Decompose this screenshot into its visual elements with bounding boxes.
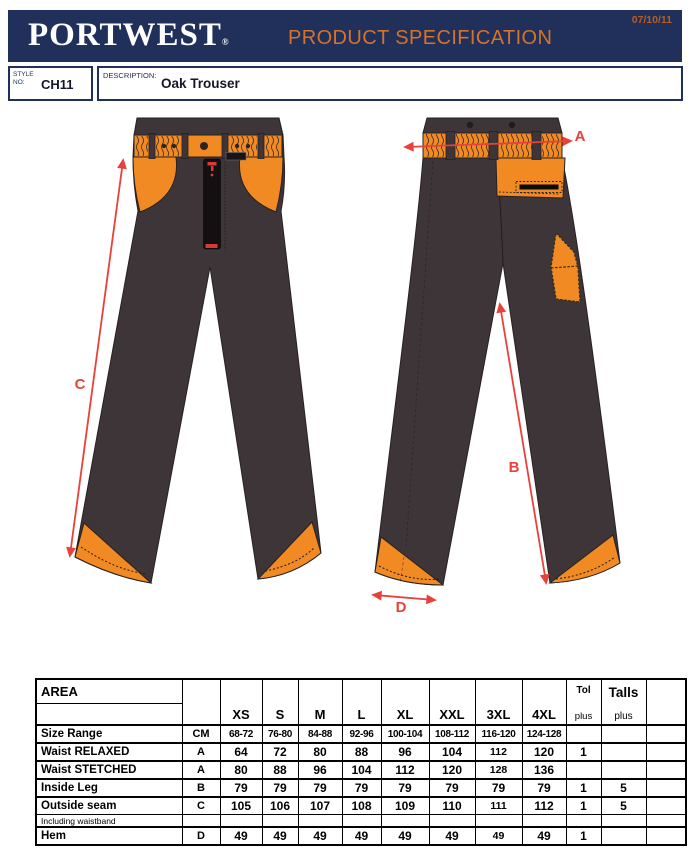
spec-date: 07/10/11 [631, 14, 672, 26]
rivet [172, 144, 176, 148]
size-header: M [298, 679, 342, 725]
size-value: 111 [475, 797, 522, 815]
size-value: 108 [342, 797, 381, 815]
table-row [36, 797, 686, 815]
portwest-logo [28, 17, 230, 54]
size-value: 80 [298, 743, 342, 761]
tol-value: 1 [566, 743, 601, 761]
back-waistband-elastic [542, 134, 561, 157]
size-value: 116-120 [475, 725, 522, 743]
extra-cell [646, 797, 686, 815]
trouser-diagrams [0, 105, 690, 675]
measure-label-a: A [574, 128, 586, 145]
row-label: Size Range [36, 725, 182, 743]
back-pocket-zip [520, 185, 559, 190]
trouser-front-view [75, 118, 321, 583]
unit-header-cell [182, 679, 220, 725]
row-code: CM [182, 725, 220, 743]
size-value: 100-104 [381, 725, 429, 743]
size-value: 49 [522, 827, 566, 845]
row-label: Hem [36, 827, 182, 845]
size-value: 64 [220, 743, 262, 761]
trouser-back-view [375, 118, 620, 585]
size-value: 105 [220, 797, 262, 815]
table-row [36, 743, 686, 761]
size-spec-table [35, 678, 687, 846]
size-value: 96 [381, 743, 429, 761]
front-waistband-elastic [156, 136, 181, 156]
size-header: S [262, 679, 298, 725]
size-value: 136 [522, 761, 566, 779]
size-value: 109 [381, 797, 429, 815]
tol-value [566, 761, 601, 779]
logo-text: PORTWEST [28, 17, 222, 53]
extra-cell [646, 725, 686, 743]
talls-value [601, 761, 646, 779]
size-value: 84-88 [298, 725, 342, 743]
front-waistband-elastic [265, 136, 281, 156]
size-value: 79 [522, 779, 566, 797]
front-waistband-elastic [135, 136, 148, 156]
measure-label-c: C [74, 376, 86, 393]
style-number-label [13, 71, 34, 87]
table-row [36, 779, 686, 797]
page-title: PRODUCT SPECIFICATION [288, 27, 553, 49]
header-banner [8, 10, 682, 62]
table-row [36, 761, 686, 779]
description-box [97, 66, 683, 101]
talls-value [601, 725, 646, 743]
size-value: 108-112 [429, 725, 475, 743]
talls-header: Talls [608, 685, 639, 700]
tol-value: 1 [566, 779, 601, 797]
table-area-header: AREA [37, 682, 182, 704]
description-value: Oak Trouser [161, 76, 240, 91]
size-value: 79 [381, 779, 429, 797]
style-number-box [8, 66, 93, 101]
size-value: 88 [262, 761, 298, 779]
tol-sub: plus [574, 711, 593, 722]
belt-loop [489, 132, 498, 160]
zip-fly [204, 159, 221, 249]
row-label: Waist RELAXED [36, 743, 182, 761]
size-header: 4XL [522, 679, 566, 725]
style-label-line1: STYLE [13, 71, 34, 78]
extra-cell [646, 827, 686, 845]
size-header: L [342, 679, 381, 725]
row-code: C [182, 797, 220, 815]
size-value: 72 [262, 743, 298, 761]
zip-stop [206, 244, 218, 248]
row-code: B [182, 779, 220, 797]
size-value: 107 [298, 797, 342, 815]
size-value: 68-72 [220, 725, 262, 743]
size-value: 96 [298, 761, 342, 779]
size-value: 120 [429, 761, 475, 779]
table-header-row [36, 679, 686, 725]
size-value: 80 [220, 761, 262, 779]
table-note-row [36, 815, 686, 828]
size-value: 128 [475, 761, 522, 779]
row-label: Outside seam [36, 797, 182, 815]
size-value: 49 [298, 827, 342, 845]
size-value: 104 [342, 761, 381, 779]
rivet [235, 144, 239, 148]
size-value: 112 [522, 797, 566, 815]
size-value: 120 [522, 743, 566, 761]
belt-loop [532, 132, 541, 160]
extra-cell [646, 779, 686, 797]
brace-button [509, 122, 515, 128]
size-header: XL [381, 679, 429, 725]
rivet [246, 144, 250, 148]
size-value: 79 [429, 779, 475, 797]
belt-loop [182, 134, 188, 159]
talls-header-cell [601, 679, 646, 725]
belt-loop [149, 134, 155, 159]
spec-note: Including waistband [36, 815, 182, 828]
size-value: 49 [429, 827, 475, 845]
row-label: Waist STETCHED [36, 761, 182, 779]
size-value: 112 [381, 761, 429, 779]
size-value: 110 [429, 797, 475, 815]
size-value: 49 [475, 827, 522, 845]
zip-pull [211, 174, 214, 177]
brand-label [226, 153, 246, 161]
row-code: A [182, 761, 220, 779]
size-value: 106 [262, 797, 298, 815]
style-number-value: CH11 [41, 77, 74, 92]
row-code: A [182, 743, 220, 761]
front-body [75, 118, 321, 583]
size-value: 112 [475, 743, 522, 761]
extra-header-cell [646, 679, 686, 725]
zip-pull [208, 162, 217, 166]
belt-loop [258, 134, 264, 159]
table-row [36, 725, 686, 743]
style-label-line2: NO: [13, 78, 25, 86]
table-row [36, 827, 686, 845]
back-waistband-elastic [499, 134, 532, 157]
extra-cell [646, 743, 686, 761]
tol-value: 1 [566, 827, 601, 845]
size-header: XXL [429, 679, 475, 725]
size-value: 104 [429, 743, 475, 761]
size-value: 49 [220, 827, 262, 845]
talls-value [601, 743, 646, 761]
description-label: DESCRIPTION: [103, 71, 157, 80]
talls-value: 5 [601, 797, 646, 815]
brace-button [467, 122, 473, 128]
tol-value: 1 [566, 797, 601, 815]
size-value: 92-96 [342, 725, 381, 743]
size-header: XS [220, 679, 262, 725]
talls-value: 5 [601, 779, 646, 797]
waist-button [200, 142, 208, 150]
registered-mark: ® [221, 37, 230, 47]
row-code: D [182, 827, 220, 845]
size-value: 88 [342, 743, 381, 761]
row-label: Inside Leg [36, 779, 182, 797]
size-value: 79 [220, 779, 262, 797]
size-value: 79 [342, 779, 381, 797]
talls-sub: plus [614, 711, 633, 722]
tol-value [566, 725, 601, 743]
extra-cell [646, 761, 686, 779]
tol-header: Tol [576, 685, 591, 696]
size-value: 79 [298, 779, 342, 797]
measure-label-b: B [508, 459, 520, 476]
talls-value [601, 827, 646, 845]
size-value: 79 [475, 779, 522, 797]
size-value: 76-80 [262, 725, 298, 743]
tol-header-cell [566, 679, 601, 725]
zip-pull [211, 166, 214, 171]
size-value: 49 [381, 827, 429, 845]
size-value: 79 [262, 779, 298, 797]
rivet [162, 144, 166, 148]
size-header: 3XL [475, 679, 522, 725]
size-value: 49 [342, 827, 381, 845]
measure-label-d: D [395, 599, 407, 616]
size-value: 49 [262, 827, 298, 845]
size-value: 124-128 [522, 725, 566, 743]
